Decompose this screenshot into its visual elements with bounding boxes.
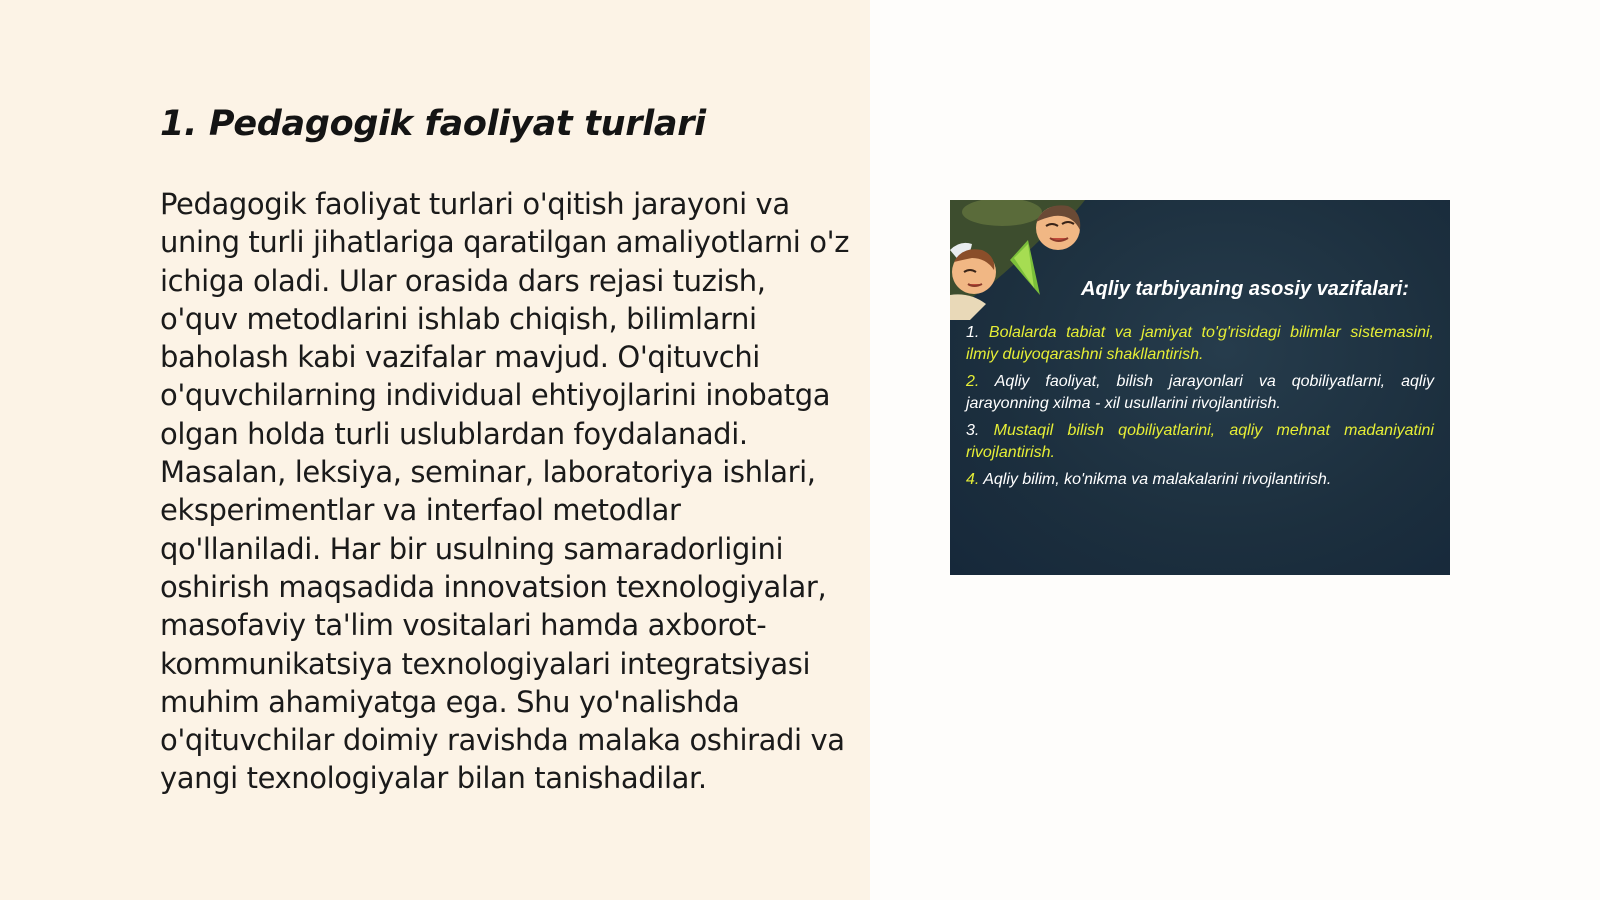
list-item: 2. Aqliy faoliyat, bilish jarayonlari va qobiliyatlarni, aqliy jarayonning xilma - xil usullarini rivojlantirish.: [966, 373, 1434, 412]
slide-body-text: Pedagogik faoliyat turlari o'qitish jarayoni va uning turli jihatlariga qaratilgan amaliyotlarni o'z ichiga oladi. Ular orasida dars rejasi tuzish, o'quv metodlarini ishlab chiqish, bilimlarni baholash kabi vazifalar mavjud. O'qituvchi o'quvchilarning individual ehtiyojlarini inobatga olgan holda turli uslublardan foydalanadi. Masalan, leksiya, seminar, laboratoriya ishlari, eksperimentlar va interfaol metodlar qo'llaniladi. Har bir usulning samaradorligini oshirish maqsadida innovatsion texnologiyalar, masofaviy ta'lim vositalari hamda axborot-kommunikatsiya texnologiyalari integratsiyasi muhim ahamiyatga ega. Shu yo'nalishda o'qituvchilar doimiy ravishda malaka oshiradi va yangi texnologiyalar bilan tanishadilar.: [160, 187, 850, 796]
list-item: 4. Aqliy bilim, ko'nikma va malakalarini rivojlantirish.: [966, 471, 1332, 488]
list-item: 1. Bolalarda tabiat va jamiyat to'g'risidagi bilimlar sistemasini, ilmiy duiyoqarashni shakllantirish.: [966, 324, 1434, 363]
children-cartoon-icon: [950, 200, 1110, 320]
card-list: [966, 322, 1434, 496]
card-title: Aqliy tarbiyaning asosiy vazifalari:: [1081, 278, 1409, 300]
list-item: 3. Mustaqil bilish qobiliyatlarini, aqliy mehnat madaniyatini rivojlantirish.: [966, 422, 1434, 461]
slide-title: 1. Pedagogik faoliyat turlari: [160, 104, 706, 144]
illustration-card: [950, 200, 1450, 575]
